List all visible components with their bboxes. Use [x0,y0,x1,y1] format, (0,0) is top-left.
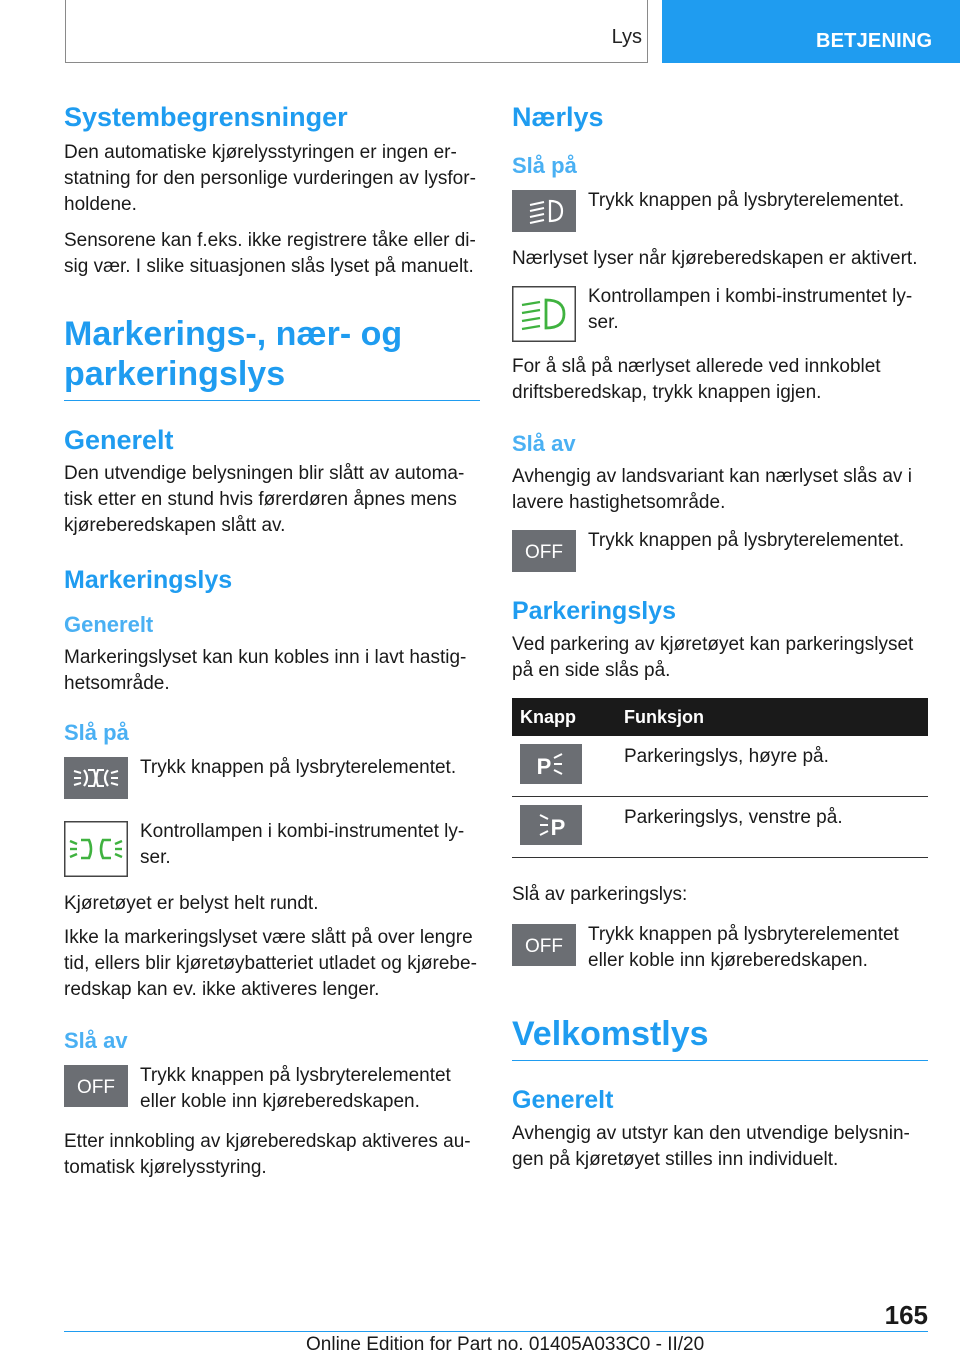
limits-heading: Systembegrensninger [64,102,348,132]
marker-warning-paragraph: Ikke la markeringslyset være slått på over lengre tid, ellers blir kjøretøybatteriet utladet og kjøreberedskap kan ev. ikke aktiveres lenger. [64,927,477,1000]
marker-on-text: Trykk knappen på lysbryterelementet. [140,757,457,778]
limits-paragraph-1: Den automatiske kjørelysstyringen er ingen erstatning for den personlige vurderingen av lysforholdene. [64,142,476,215]
parking-off-button-label: OFF [525,936,563,957]
svg-text:P: P [550,815,566,840]
main-heading-line-1: Markerings-, nær- og [64,315,403,353]
low-beam-indicator-icon [512,286,576,342]
low-off-heading: Slå av [512,431,576,456]
marker-off-heading: Slå av [64,1028,128,1053]
low-lit-paragraph: Nærlyset lyser når kjøreberedskapen er aktivert. [512,248,918,269]
off-button-icon [64,1065,128,1107]
parking-off-text: Trykk knappen på lysbryterelementet eller koble inn kjøreberedskapen. [588,924,899,971]
marker-on-heading: Slå på [64,720,129,745]
table-row [512,736,928,797]
low-beam-button-icon [512,190,576,232]
parking-left-button-icon [520,805,582,845]
marker-off-text: Trykk knappen på lysbryterelementet eller koble inn kjøreberedskapen. [140,1065,451,1112]
marker-indicator-row [64,819,480,877]
parking-light-indicator-icon [64,821,128,877]
parking-paragraph: Ved parkering av kjøretøyet kan parkeringslyset på en side slås på. [512,634,914,681]
low-off-row [512,528,928,572]
table-cell-function: Parkeringslys, venstre på. [616,797,928,858]
low-on-row [512,188,928,232]
marker-general-heading: Generelt [64,612,154,637]
edition-text: Online Edition for Part no. 01405A033C0 - II/20 [306,1334,705,1355]
marker-off-row [64,1063,480,1115]
main-heading [64,314,480,401]
svg-text:P: P [536,754,552,779]
parking-heading: Parkeringslys [512,597,676,625]
general-heading: Generelt [64,425,174,455]
low-ready-paragraph: For å slå på nærlyset allerede ved innkoblet driftsberedskap, trykk knappen igjen. [512,356,881,403]
marker-general-paragraph: Markeringslyset kan kun kobles inn i lavt hastighetsområde. [64,647,467,694]
low-off-paragraph: Avhengig av landsvariant kan nærlyset slås av i lavere hastighetsområde. [512,466,912,513]
parking-off-label: Slå av parkeringslys: [512,884,688,905]
right-column [512,100,928,1173]
low-off-button-icon [512,530,576,572]
low-indicator-row [512,284,928,342]
low-off-button-label: OFF [525,542,563,563]
low-on-heading: Slå på [512,153,577,178]
marker-heading: Markeringslys [64,566,233,594]
parking-right-button-icon [520,744,582,784]
low-indicator-text: Kontrollampen i kombi-instrumentet lyser. [588,286,913,333]
table-header-button: Knapp [512,698,616,736]
welcome-general-heading: Generelt [512,1086,614,1114]
table-row [512,797,928,858]
table-header-function: Funksjon [616,698,928,736]
parking-off-row [512,922,928,974]
header-frame [65,0,648,63]
table-cell-function: Parkeringslys, høyre på. [616,736,928,797]
off-button-label: OFF [77,1077,115,1098]
limits-paragraph-2: Sensorene kan f.eks. ikke registrere tåke eller disig vær. I slike situasjonen slås lyset på manuelt. [64,230,476,277]
main-heading-line-2: parkeringslys [64,355,286,393]
footer-divider [64,1331,928,1332]
page-number: 165 [884,1300,928,1330]
table-header-row [512,698,928,736]
low-on-text: Trykk knappen på lysbryterelementet. [588,190,905,211]
welcome-paragraph: Avhengig av utstyr kan den utvendige belysningen på kjøretøyet stilles inn individuelt. [512,1123,910,1170]
low-off-text: Trykk knappen på lysbryterelementet. [588,530,905,551]
low-beam-heading: Nærlys [512,102,604,132]
marker-lit-paragraph: Kjøretøyet er belyst helt rundt. [64,893,319,914]
parking-function-table [512,698,928,858]
table-cell-button [512,797,616,858]
table-cell-button [512,736,616,797]
header-section: Lys [611,26,642,48]
marker-on-row [64,755,480,799]
marker-indicator-text: Kontrollampen i kombi-instrumentet lyser. [140,821,465,868]
after-paragraph: Etter innkobling av kjøreberedskap aktiveres automatisk kjørelysstyring. [64,1131,471,1178]
general-paragraph: Den utvendige belysningen blir slått av automatisk etter en stund hvis førerdøren åpnes mens kjøreberedskapen slått av. [64,463,465,536]
welcome-heading: Velkomstlys [512,1015,709,1053]
header-chapter: BETJENING [662,0,960,63]
left-column [64,100,480,1181]
welcome-heading-block [512,1014,928,1061]
parking-off-button-icon [512,924,576,966]
parking-light-button-icon [64,757,128,799]
